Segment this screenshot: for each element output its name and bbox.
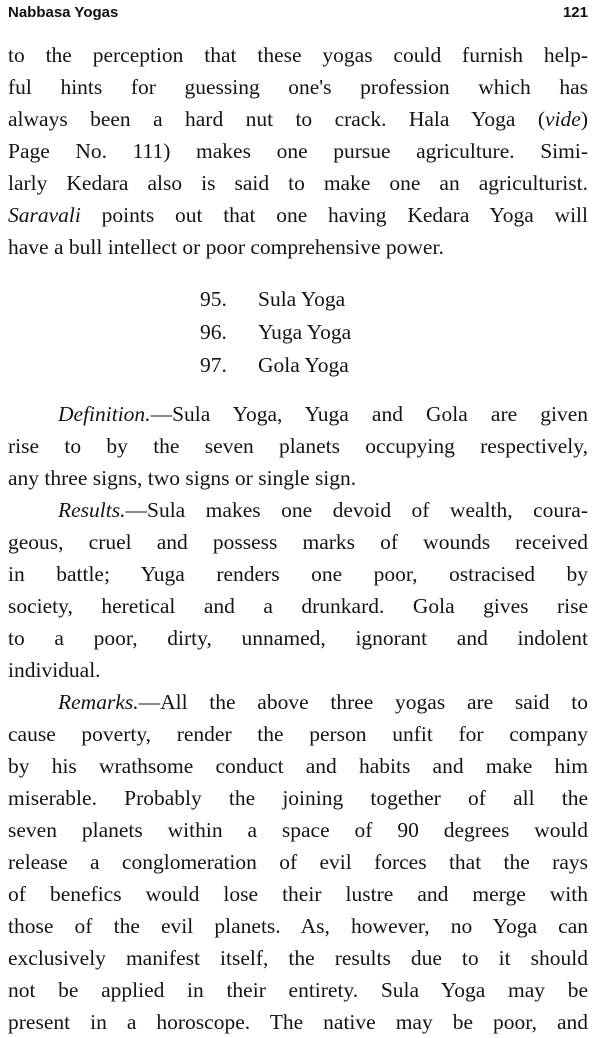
text-line: not be applied in their entirety. Sula Yoga may be: [8, 978, 588, 1002]
text-line: in battle; Yuga renders one poor, ostracised by: [8, 562, 588, 586]
text-line: cause poverty, render the person unfit for company: [8, 722, 588, 746]
intro-paragraph: [8, 39, 588, 263]
text-line: present in a horoscope. The native may be poor, and: [8, 1010, 588, 1034]
chapter-title: Nabbasa Yogas: [8, 4, 119, 21]
remarks-label: Remarks.: [58, 690, 139, 714]
text-line: miserable. Probably the joining together of all the: [8, 786, 588, 810]
running-header: [8, 4, 588, 26]
text-line: Saravali points out that one having Kedara Yoga will: [8, 203, 588, 227]
page-number: 121: [562, 4, 588, 21]
text-line: to the perception that these yogas could furnish help-: [8, 43, 588, 67]
definition-label: Definition.: [58, 402, 151, 426]
results-label: Results.: [58, 498, 126, 522]
vide-close: ): [580, 107, 588, 131]
heading-item: 95. Sula Yoga: [200, 287, 346, 311]
italic-saravali: Saravali: [8, 203, 81, 227]
text-line: by his wrathsome conduct and habits and make him: [8, 754, 588, 778]
text-line: individual.: [8, 658, 101, 682]
body-paragraphs: [8, 398, 588, 1038]
text-line: larly Kedara also is said to make one an agriculturist.: [8, 171, 588, 195]
italic-vide: vide: [545, 107, 581, 131]
heading-item: 97. Gola Yoga: [200, 353, 349, 377]
text-line: Definition.—Sula Yoga, Yuga and Gola are given: [58, 402, 588, 426]
text-line: Results.—Sula makes one devoid of wealth, coura-: [58, 498, 588, 522]
text-line: ful hints for guessing one's profession which has: [8, 75, 588, 99]
text-line: always been a hard nut to crack. Hala Yoga (vide): [8, 107, 588, 131]
text-line: have a bull intellect or poor comprehensive power.: [8, 235, 444, 259]
heading-item: 96. Yuga Yoga: [200, 320, 352, 344]
text-line: release a conglomeration of evil forces that the rays: [8, 850, 588, 874]
text-line: those of the evil planets. As, however, no Yoga can: [8, 914, 588, 938]
yoga-headings: [200, 283, 351, 382]
text-line: rise to by the seven planets occupying respectively,: [8, 434, 588, 458]
text-line: geous, cruel and possess marks of wounds received: [8, 530, 588, 554]
text-line: society, heretical and a drunkard. Gola gives rise: [8, 594, 588, 618]
text-line: exclusively manifest itself, the results due to it should: [8, 946, 588, 970]
text-line: Page No. 111) makes one pursue agriculture. Simi-: [8, 139, 588, 163]
text-line: seven planets within a space of 90 degrees would: [8, 818, 588, 842]
text-line: any three signs, two signs or single sign.: [8, 466, 357, 490]
text-line: to a poor, dirty, unnamed, ignorant and indolent: [8, 626, 588, 650]
text-line: of benefics would lose their lustre and merge with: [8, 882, 588, 906]
text-line: Remarks.—All the above three yogas are said to: [58, 690, 588, 714]
